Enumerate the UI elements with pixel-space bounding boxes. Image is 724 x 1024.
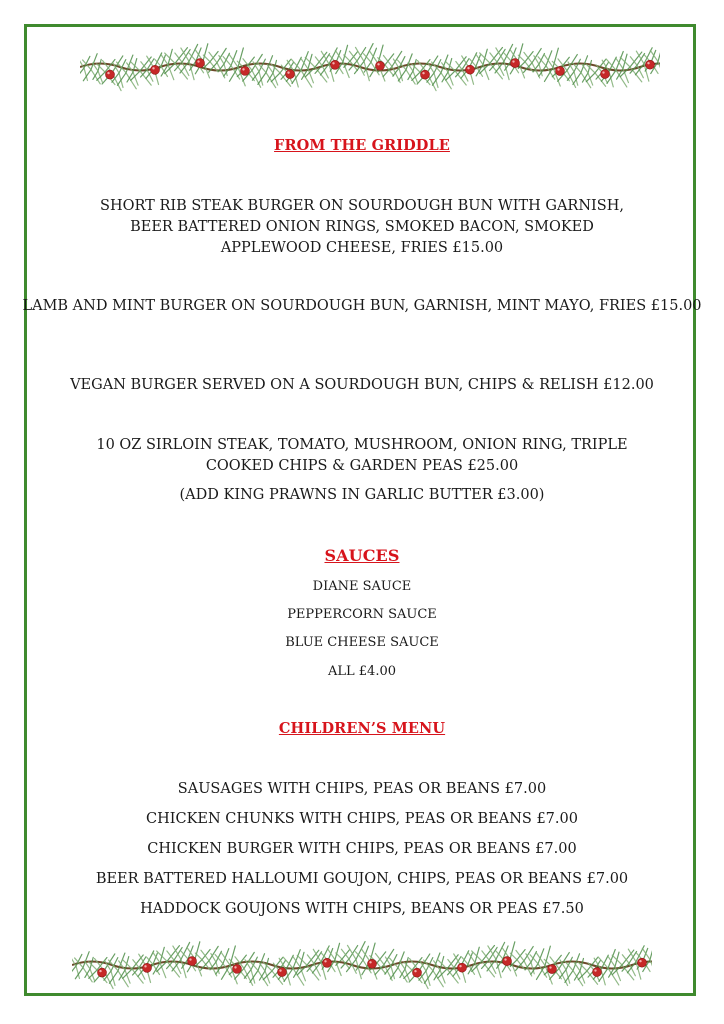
menu-item-sirloin-steak: 10 OZ SIRLOIN STEAK, TOMATO, MUSHROOM, ONION RING, TRIPLE COOKED CHIPS & GARDEN PEAS £25.00: [96, 437, 628, 474]
menu-item-vegan-burger: VEGAN BURGER SERVED ON A SOURDOUGH BUN, CHIPS & RELISH £12.00: [70, 377, 654, 393]
childrens-item-sausages: SAUSAGES WITH CHIPS, PEAS OR BEANS £7.00: [177, 781, 547, 797]
childrens-item-haddock: HADDOCK GOUJONS WITH CHIPS, BEANS OR PEAS £7.50: [140, 901, 584, 917]
section-title-sauces: SAUCES: [324, 546, 400, 565]
sauce-item-blue-cheese: BLUE CHEESE SAUCE: [285, 635, 439, 650]
sauce-item-peppercorn: PEPPERCORN SAUCE: [287, 607, 437, 622]
section-title-griddle: FROM THE GRIDDLE: [274, 137, 450, 154]
menu-item-add-king-prawns: (ADD KING PRAWNS IN GARLIC BUTTER £3.00): [179, 487, 545, 503]
christmas-garland-bottom-icon: [72, 938, 652, 992]
sauce-item-diane: DIANE SAUCE: [312, 579, 412, 594]
childrens-item-chicken-burger: CHICKEN BURGER WITH CHIPS, PEAS OR BEANS £7.00: [147, 841, 577, 857]
childrens-item-halloumi: BEER BATTERED HALLOUMI GOUJON, CHIPS, PEAS OR BEANS £7.00: [95, 871, 629, 887]
christmas-garland-top-icon: [80, 40, 660, 94]
menu-item-short-rib-burger: SHORT RIB STEAK BURGER ON SOURDOUGH BUN WITH GARNISH, BEER BATTERED ONION RINGS, SMOKED BACON, SMOKED APPLEWOOD CHEESE, FRIES £15.00: [100, 198, 624, 256]
childrens-item-chicken-chunks: CHICKEN CHUNKS WITH CHIPS, PEAS OR BEANS £7.00: [146, 811, 578, 827]
menu-item-lamb-mint-burger: LAMB AND MINT BURGER ON SOURDOUGH BUN, GARNISH, MINT MAYO, FRIES £15.00: [22, 298, 702, 314]
sauce-price: ALL £4.00: [327, 664, 396, 679]
section-title-childrens-menu: CHILDREN’S MENU: [278, 720, 446, 737]
